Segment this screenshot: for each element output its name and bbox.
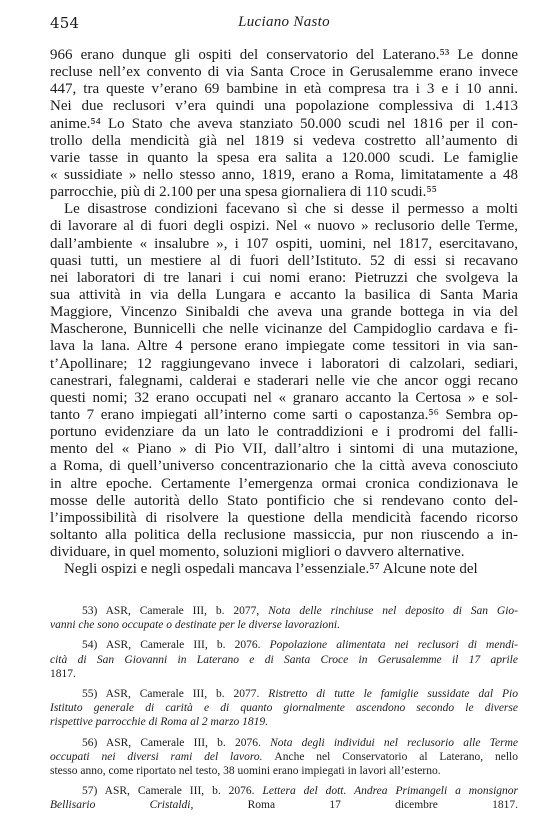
page-number: 454 [50, 14, 80, 32]
text-line: Maggiore, Vincenzo Sinibaldi che aveva una grande bottega in via del [50, 304, 518, 321]
text-line: 447, tra queste v’erano 69 bambine in età compresa tra i 3 e i 10 anni. [50, 81, 518, 98]
footnote [50, 784, 518, 812]
text-line: canestrari, falegnami, calderai e staderari nelle vie che ancor oggi recano [50, 372, 518, 389]
footnote-title: Popolazione alimentata nei reclusori di mendi- [269, 639, 518, 652]
text-line: parrocchie, più di 2.100 per una spesa giornaliera di 110 scudi.⁵⁵ [50, 184, 437, 201]
footnote-source: ASR, Camerale III, b. 2076. [104, 785, 263, 798]
footnote [50, 638, 518, 681]
footnote-source: ASR, Camerale III, b. 2076. [105, 736, 271, 749]
text-line: l’impossibilità di risolvere la questione della mendicità facendo ricorso [50, 509, 518, 526]
text-line: « sussidiate » nello stesso anno, 1819, erano a Roma, limitatamente a 48 [50, 166, 518, 183]
footnote-title: Istituto generale di carità e di quanto giornalmente ascendono secondo le diverse [50, 702, 518, 715]
footnote-source: ASR, Camerale III, b. 2076. [105, 639, 270, 652]
footnote-line [50, 667, 518, 681]
text-line: quasi tutti, un mestiere al di fuori dell’Istituto. 52 di essi si recavano [50, 252, 518, 269]
footnote-tail: Roma 17 dicembre 1817. [247, 799, 518, 812]
text-line: sua attività in via della Lungara e accanto la basilica di Santa Maria [50, 286, 518, 303]
footnote-title: vanni che sono occupate o destinate per le diverse lavorazioni. [50, 619, 340, 632]
footnote-line [50, 687, 518, 701]
text-line: recluse nell’ex convento di via Santa Croce in Gerusalemme erano invece [50, 64, 518, 81]
text-line: lava la lana. Altre 4 persone erano impiegate come tessitori in via san- [50, 338, 518, 355]
footnote-line [50, 736, 518, 750]
page-header [50, 14, 518, 34]
text-line: Nei due reclusori v’era quindi una popolazione complessiva di 1.413 [50, 98, 518, 115]
footnote-line [50, 764, 518, 778]
footnote-title: cità di San Giovanni in Laterano e di Santa Croce in Gerusalemme il 17 aprile [50, 653, 518, 666]
footnote-line [50, 638, 518, 652]
text-line: trollo della mendicità già nel 1819 si vedeva costretto all’aumento di [50, 132, 518, 149]
footnote [50, 687, 518, 730]
footnote-source: ASR, Camerale III, b. 2077, [105, 605, 269, 617]
footnote-line [50, 618, 518, 632]
footnote-title: Nota delle rinchiuse nel deposito di San Gio- [268, 605, 518, 617]
footnote-number: 57) [82, 785, 105, 798]
footnote-line [50, 715, 518, 729]
text-line: varie tasse in quanto la spesa era salita a 120.000 scudi. Le famiglie [50, 149, 518, 166]
footnote-line [50, 701, 518, 715]
footnote-line [50, 604, 518, 618]
text-line: Mascherone, Bunnicelli che nelle vicinanze del Campidoglio cardava e fi- [50, 321, 518, 338]
footnote-number: 53) [82, 605, 106, 617]
footnote-title: occupati nei diversi rami del lavoro. [50, 750, 275, 763]
footnote-title: Ristretto di tutte le famiglie sussidate dal Pio [268, 687, 518, 700]
footnote [50, 736, 518, 779]
text-line: soltanto alla politica della reclusione massiccia, pur non riuscendo a in- [50, 526, 518, 543]
text-line: dividuare, in quel momento, soluzioni migliori o davvero alternative. [50, 544, 465, 561]
text-line: 966 erano dunque gli ospiti del conservatorio del Laterano.⁵³ Le donne [50, 47, 518, 63]
text-line: portuno evidenziare da un lato le contraddizioni e i prodromi del falli- [50, 424, 518, 441]
text-line: nei laboratori di tre lanari i cui nomi erano: Pietruzzi che svolgeva la [50, 269, 518, 286]
footnote-line [50, 750, 518, 764]
footnote-line [50, 653, 518, 667]
footnotes [50, 604, 518, 818]
footnote-number: 54) [82, 639, 106, 652]
text-line: t’Apollinare; 12 raggiungevano invece i laboratori di calzolari, sediari, [50, 355, 518, 372]
text-line: mento del « Piano » di Pio VII, dall’altro i sintomi di una mutazione, [50, 441, 518, 458]
text-line: dall’ambiente « insalubre », i 107 ospiti, uomini, nel 1817, esercitavano, [50, 235, 518, 252]
text-line: tanto 7 erano impiegati all’interno come sarti o capostanza.⁵⁶ Sembra op- [50, 406, 518, 423]
footnote-title: Bellisario Cristaldi, [50, 799, 248, 812]
footnote-title: Nota degli individui nel reclusorio alle Terme [270, 736, 518, 749]
text-line: Le disastrose condizioni facevano sì che si desse il permesso a molti [64, 201, 518, 218]
footnote-number: 55) [82, 687, 106, 700]
running-head: Luciano Nasto [238, 14, 330, 30]
footnote-title: Lettera del dott. Andrea Primangeli a monsignor [262, 785, 518, 798]
footnote-title: rispettive parrocchie di Roma al 2 marzo 1819. [50, 716, 269, 729]
text-line: questi nomi; 32 erano occupati nel « granaro accanto la Certosa » e sol- [50, 389, 518, 406]
footnote-source: stesso anno, come riportato nel testo, 38 uomini erano impiegati in lavori all’esterno. [50, 764, 441, 777]
footnote-line [50, 798, 518, 812]
footnote-number: 56) [82, 736, 106, 749]
text-line: mosse delle autorità dello Stato pontificio che si rendevano conto del- [50, 492, 518, 509]
footnote-source: 1817. [50, 667, 76, 680]
footnote-source: ASR, Camerale III, b. 2077. [105, 687, 269, 700]
text-line: Negli ospizi e negli ospedali mancava l’essenziale.⁵⁷ Alcune note del [64, 561, 478, 578]
footnote [50, 604, 518, 632]
text-line: a Roma, di quell’universo concentrazionario che la città aveva conosciuto [50, 458, 518, 475]
text-line: in altre epoche. Certamente l’emergenza ormai cronica condizionava le [50, 475, 518, 492]
footnote-tail: Anche nel Conservatorio al Laterano, nello [274, 750, 518, 763]
text-line: di lavorare al di fuori degli ospizi. Nel « nuovo » reclusorio delle Terme, [50, 218, 518, 235]
footnote-line [50, 784, 518, 798]
text-line: anime.⁵⁴ Lo Stato che aveva stanziato 50.000 scudi nel 1816 per il con- [50, 115, 518, 132]
main-text [50, 47, 518, 578]
